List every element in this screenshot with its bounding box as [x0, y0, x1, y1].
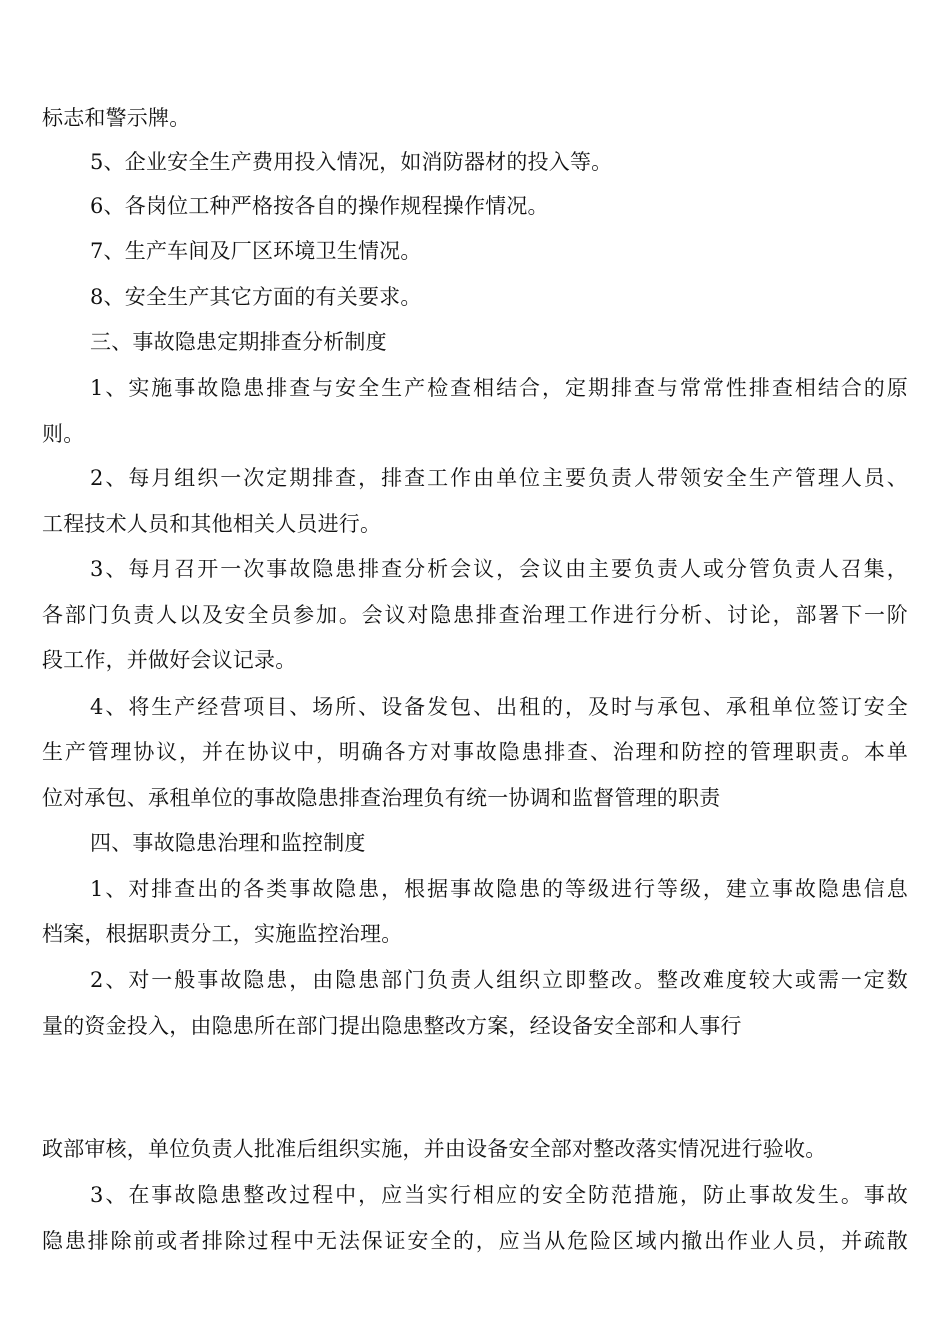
section-heading: 四、事故隐患治理和监控制度 [90, 831, 366, 855]
text-line: 档案，根据职责分工，实施监控治理。 [42, 922, 403, 946]
text-line: 2、对一般事故隐患，由隐患部门负责人组织立即整改。整改难度较大或需一定数 [90, 968, 908, 992]
text-line: 隐患排除前或者排除过程中无法保证安全的，应当从危险区域内撤出作业人员，并疏散 [42, 1229, 908, 1253]
text-line: 政部审核，单位负责人批准后组织实施，并由设备安全部对整改落实情况进行验收。 [42, 1137, 827, 1161]
text-line: 工程技术人员和其他相关人员进行。 [42, 512, 382, 536]
text-line: 标志和警示牌。 [42, 106, 191, 130]
text-line: 3、每月召开一次事故隐患排查分析会议，会议由主要负责人或分管负责人召集， [90, 557, 908, 581]
text-line: 1、对排查出的各类事故隐患，根据事故隐患的等级进行等级，建立事故隐患信息 [90, 877, 908, 901]
text-line: 8、安全生产其它方面的有关要求。 [90, 285, 422, 309]
text-line: 1、实施事故隐患排查与安全生产检查相结合，定期排查与常常性排查相结合的原 [90, 376, 908, 400]
text-line: 各部门负责人以及安全员参加。会议对隐患排查治理工作进行分析、讨论，部署下一阶 [42, 603, 908, 627]
text-line: 量的资金投入，由隐患所在部门提出隐患整改方案，经设备安全部和人事行 [42, 1014, 742, 1038]
text-line: 2、每月组织一次定期排查，排查工作由单位主要负责人带领安全生产管理人员、 [90, 466, 908, 490]
text-line: 3、在事故隐患整改过程中，应当实行相应的安全防范措施，防止事故发生。事故 [90, 1183, 908, 1207]
text-line: 4、将生产经营项目、场所、设备发包、出租的，及时与承包、承租单位签订安全 [90, 695, 908, 719]
text-line: 7、生产车间及厂区环境卫生情况。 [90, 239, 422, 263]
text-line: 生产管理协议，并在协议中，明确各方对事故隐患排查、治理和防控的管理职责。本单 [42, 740, 908, 764]
text-line: 段工作，并做好会议记录。 [42, 648, 297, 672]
text-line: 则。 [42, 422, 85, 446]
text-line: 位对承包、承租单位的事故隐患排查治理负有统一协调和监督管理的职责 [42, 786, 721, 810]
text-line: 5、企业安全生产费用投入情况，如消防器材的投入等。 [90, 150, 613, 174]
text-line: 6、各岗位工种严格按各自的操作规程操作情况。 [90, 194, 549, 218]
section-heading: 三、事故隐患定期排查分析制度 [90, 330, 387, 354]
